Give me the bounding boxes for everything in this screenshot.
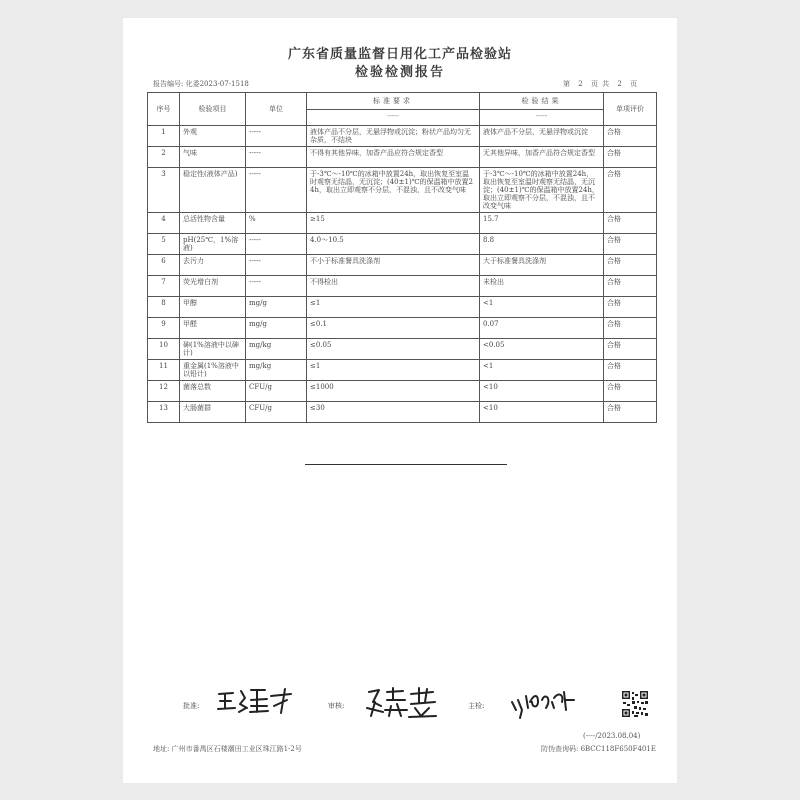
cell-no: 13 [148,402,180,423]
report-number: 报告编号: 化委2023-07-1518 [153,80,249,88]
cell-unit: ----- [246,255,307,276]
table-row [148,234,657,255]
cell-item: pH(25℃，1%溶液) [180,234,246,255]
cell-evaluation: 合格 [604,168,657,213]
report-date: (----/2023.08.04) [583,732,641,740]
cell-evaluation: 合格 [604,318,657,339]
cell-item: 甲醇 [180,297,246,318]
cell-item: 砷(1%溶液中以砷计) [180,339,246,360]
report-title: 检验检测报告 [354,65,445,80]
cell-no: 7 [148,276,180,297]
cell-item: 气味 [180,147,246,168]
header-unit: 单位 [246,93,307,126]
cell-item: 外观 [180,126,246,147]
cell-evaluation: 合格 [604,276,657,297]
cell-unit: ----- [246,126,307,147]
cell-result: <10 [480,381,604,402]
cell-unit: mg/kg [246,360,307,381]
cell-no: 10 [148,339,180,360]
subheader-result: ----- [480,110,604,126]
cell-no: 1 [148,126,180,147]
cell-evaluation: 合格 [604,255,657,276]
table-row [148,213,657,234]
cell-result: <0.05 [480,339,604,360]
cell-result: 15.7 [480,213,604,234]
cell-unit: mg/g [246,297,307,318]
cell-result: <1 [480,360,604,381]
cell-result: 0.07 [480,318,604,339]
cell-no: 5 [148,234,180,255]
cell-no: 11 [148,360,180,381]
cell-unit: ----- [246,147,307,168]
report-page [123,18,677,783]
cell-requirement: 不得检出 [307,276,480,297]
cell-unit: CFU/g [246,381,307,402]
cell-no: 2 [148,147,180,168]
subheader-requirement: ----- [307,110,480,126]
cell-item: 菌落总数 [180,381,246,402]
cell-requirement: ≤0.1 [307,318,480,339]
cell-requirement: ≤1 [307,360,480,381]
table-row [148,126,657,147]
page-prefix: 第 [563,80,571,88]
cell-no: 12 [148,381,180,402]
results-table [147,92,657,423]
cell-item: 重金属(1%溶液中以铅计) [180,360,246,381]
cell-result: 8.8 [480,234,604,255]
cell-requirement: 不小于标准餐具洗涤剂 [307,255,480,276]
inspect-label: 主检: [468,702,485,710]
table-row [148,360,657,381]
cell-result: 液体产品不分层，无悬浮物或沉淀 [480,126,604,147]
cell-requirement: 4.0～10.5 [307,234,480,255]
page-suffix: 页 [630,80,639,88]
table-row [148,381,657,402]
cell-item: 甲醛 [180,318,246,339]
cell-requirement: 不得有其他异味，加香产品应符合规定香型 [307,147,480,168]
header-evaluation: 单项评价 [604,93,657,126]
cell-result: 大于标准餐具洗涤剂 [480,255,604,276]
cell-unit: ----- [246,234,307,255]
cell-requirement: 液体产品不分层，无悬浮物或沉淀；粉状产品均匀无杂质，不结块 [307,126,480,147]
cell-no: 8 [148,297,180,318]
cell-evaluation: 合格 [604,402,657,423]
table-row [148,318,657,339]
cell-item: 去污力 [180,255,246,276]
page-indicator [561,79,640,89]
cell-evaluation: 合格 [604,126,657,147]
cell-result: <10 [480,402,604,423]
cell-unit: % [246,213,307,234]
cell-evaluation: 合格 [604,381,657,402]
page-current: 2 [578,80,584,88]
header-no: 序号 [148,93,180,126]
cell-no: 6 [148,255,180,276]
cell-unit: mg/kg [246,339,307,360]
cell-requirement: ≤1000 [307,381,480,402]
cell-item: 稳定性(液体产品) [180,168,246,213]
header-requirement: 标准要求 [307,93,480,110]
cell-item: 大肠菌群 [180,402,246,423]
cell-no: 9 [148,318,180,339]
cell-requirement: ≤0.05 [307,339,480,360]
table-row [148,402,657,423]
cell-result: 未检出 [480,276,604,297]
cell-item: 荧光增白剂 [180,276,246,297]
header-item: 检验项目 [180,93,246,126]
cell-evaluation: 合格 [604,297,657,318]
table-header-row [148,93,657,110]
cell-evaluation: 合格 [604,339,657,360]
table-row [148,339,657,360]
address-text: 地址: 广州市番禺区石楼潮田工业区珠江路1-2号 [153,745,302,753]
qr-code-icon [621,690,649,718]
inspector-signature [508,686,578,720]
cell-unit: mg/g [246,318,307,339]
cell-no: 4 [148,213,180,234]
cell-requirement: ≤1 [307,297,480,318]
reviewer-signature [363,686,438,720]
cell-result: <1 [480,297,604,318]
cell-evaluation: 合格 [604,360,657,381]
report-org-title: 广东省质量监督日用化工产品检验站 [287,47,512,62]
table-row [148,168,657,213]
table-row [148,147,657,168]
cell-requirement: 于-3℃～-10℃的冰箱中放置24h，取出恢复至室温时观察无结晶，无沉淀；(40±1)℃的保温箱中放置24h，取出立即观察不分层，不混浊，且不改变气味 [307,168,480,213]
page-mid: 页 共 [590,80,611,88]
anti-fake-code: 防伪查询码: 6BCC118F650F401E [541,745,656,753]
cell-unit: ----- [246,276,307,297]
cell-unit: CFU/g [246,402,307,423]
table-row [148,297,657,318]
approver-signature [215,686,295,716]
cell-no: 3 [148,168,180,213]
cell-evaluation: 合格 [604,234,657,255]
cell-evaluation: 合格 [604,147,657,168]
cell-unit: ----- [246,168,307,213]
table-row [148,255,657,276]
table-row [148,276,657,297]
review-label: 审核: [328,702,345,710]
cell-item: 总活性物含量 [180,213,246,234]
page-total: 2 [617,80,623,88]
header-result: 检验结果 [480,93,604,110]
cell-requirement: ≥15 [307,213,480,234]
table-body [148,126,657,423]
cell-result: 无其他异味，加香产品符合规定香型 [480,147,604,168]
approve-label: 批准: [183,702,200,710]
cell-evaluation: 合格 [604,213,657,234]
cell-requirement: ≤30 [307,402,480,423]
cell-result: 于-3℃～-10℃的冰箱中放置24h，取出恢复至室温时观察无结晶，无沉淀；(40±1)℃的保温箱中放置24h，取出立即观察不分层，不混浊，且不改变气味 [480,168,604,213]
end-of-table-line [305,464,507,465]
